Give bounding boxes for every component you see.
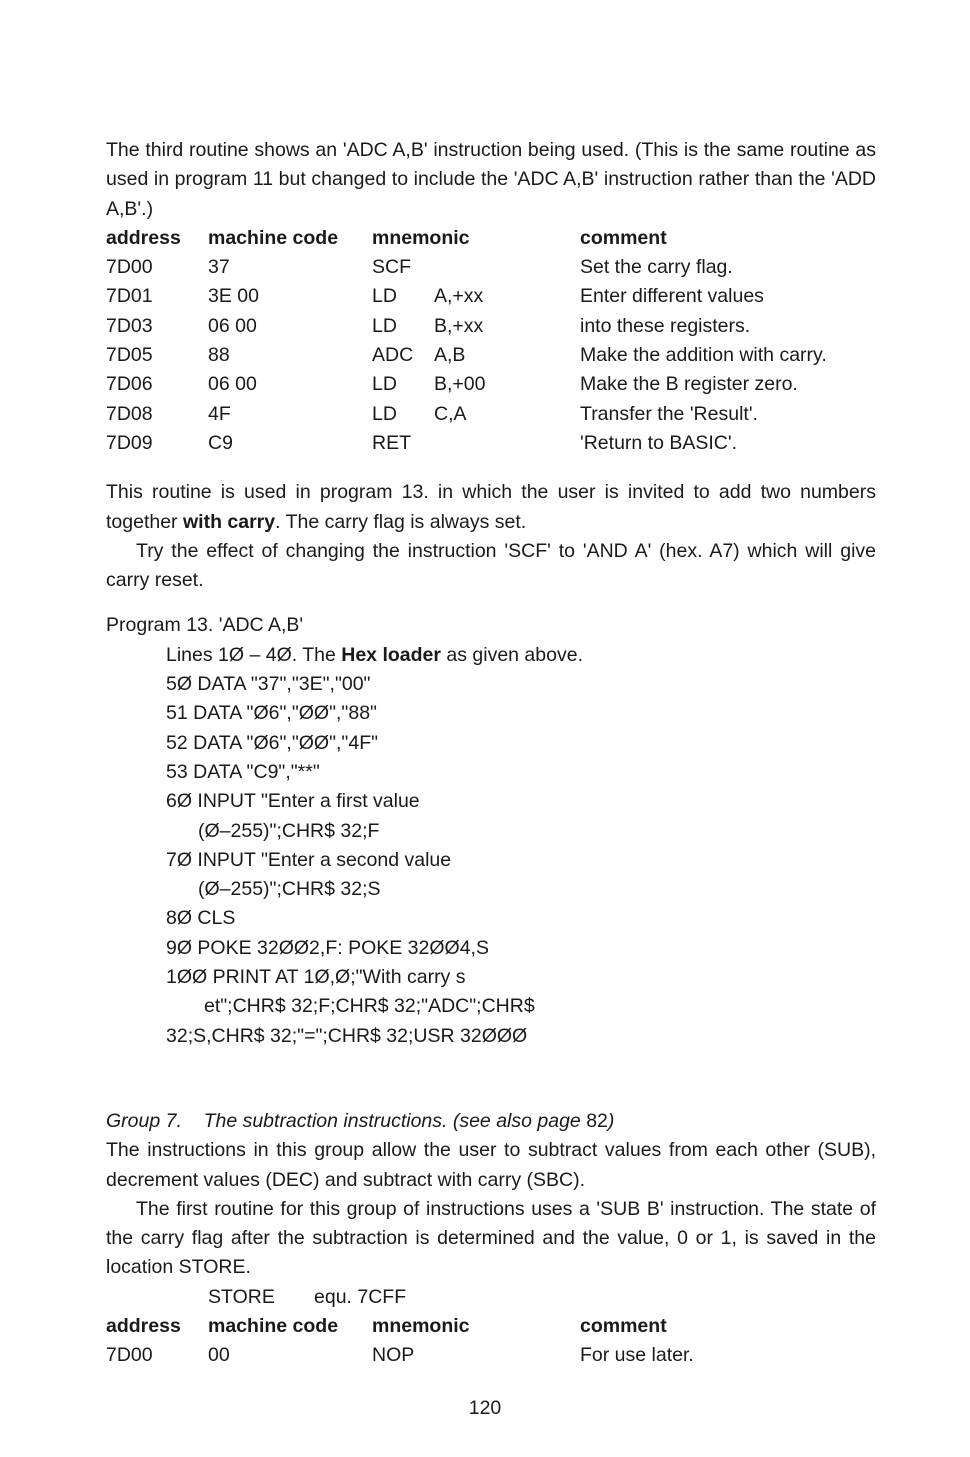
mnemonic-op: LD (372, 402, 397, 425)
program-line: 53 DATA "C9","**" (166, 760, 320, 783)
page-number: 120 (468, 1397, 502, 1419)
cell-machine-code: 88 (208, 344, 230, 367)
cell-comment: Set the carry flag. (580, 256, 733, 279)
mnemonic-op: LD (372, 373, 397, 396)
routine-table-2 (106, 1312, 876, 1371)
mnemonic-operand: B,+xx (434, 314, 484, 337)
table-row (106, 282, 876, 311)
cell-machine-code: 4F (208, 402, 231, 425)
cell-mnemonic (372, 400, 467, 429)
table-row (106, 1341, 876, 1370)
header-comment: comment (580, 1314, 667, 1337)
program-line: 9Ø POKE 32ØØ2,F: POKE 32ØØ4,S (166, 936, 489, 959)
cell-mnemonic (372, 341, 465, 370)
table-row (106, 370, 876, 399)
cell-mnemonic (372, 282, 483, 311)
cell-address: 7D09 (106, 431, 153, 454)
cell-machine-code: 3E 00 (208, 285, 259, 308)
group7-label: Group 7. (106, 1109, 182, 1132)
program-line: 5Ø DATA "37","3E","00" (166, 673, 371, 696)
cell-address: 7D00 (106, 256, 153, 279)
cell-machine-code: C9 (208, 431, 233, 454)
table-header (106, 1312, 876, 1341)
routine-table-1 (106, 224, 876, 458)
group7-close: ) (607, 1109, 615, 1132)
table-row (106, 400, 876, 429)
cell-comment: Make the B register zero. (580, 373, 798, 396)
intro-paragraph: The third routine shows an 'ADC A,B' instruction being used. (This is the same routine as used in program 11 but changed to include the 'ADC A,B' instruction rather than the 'ADD A,B'.) (106, 139, 876, 220)
try-paragraph: Try the effect of changing the instruction 'SCF' to 'AND A' (hex. A7) which will give carry reset. (106, 539, 876, 592)
program-title: Program 13. 'ADC A,B' (106, 614, 304, 637)
mnemonic-op: ADC (372, 344, 414, 367)
program-line-continued: (Ø–255)";CHR$ 32;F (198, 819, 380, 842)
usage-text-start: This routine is used in program 13. in which the user is invited to add two numbers together (106, 481, 876, 533)
group7-paragraph-2: The first routine for this group of instructions uses a 'SUB B' instruction. The state of the carry flag after the subtraction is determined and the value, 0 or 1, is saved in the location STORE. (106, 1197, 876, 1279)
mnemonic-operand: A,+xx (434, 285, 484, 308)
page-body (106, 136, 876, 1371)
cell-comment: into these registers. (580, 314, 751, 337)
cell-machine-code: 37 (208, 256, 230, 279)
header-mnemonic: mnemonic (372, 1314, 470, 1337)
group7-heading (106, 1107, 876, 1136)
table-row (106, 429, 876, 458)
mnemonic-operand: C,A (434, 402, 467, 425)
cell-address: 7D03 (106, 314, 153, 337)
program-line: 6Ø INPUT "Enter a first value (166, 790, 420, 813)
header-address: address (106, 226, 181, 249)
group7-page-ref: 82 (586, 1109, 608, 1132)
cell-comment: 'Return to BASIC'. (580, 431, 738, 454)
program-line: 52 DATA "Ø6","ØØ","4F" (166, 731, 379, 754)
usage-paragraph (106, 478, 876, 537)
lines-note-start: Lines 1Ø – 4Ø. The (166, 643, 342, 666)
mnemonic-op: LD (372, 314, 397, 337)
cell-machine-code: 00 (208, 1344, 230, 1367)
cell-mnemonic (372, 312, 483, 341)
cell-address: 7D05 (106, 344, 153, 367)
mnemonic-operand: A,B (434, 344, 466, 367)
header-comment: comment (580, 226, 667, 249)
table-row (106, 312, 876, 341)
store-value: equ. 7CFF (314, 1285, 407, 1308)
table-row (106, 341, 876, 370)
header-machine-code: machine code (208, 226, 339, 249)
mnemonic-op: RET (372, 431, 411, 454)
cell-comment: For use later. (580, 1344, 694, 1367)
program-lines-note (166, 641, 876, 670)
cell-mnemonic (372, 429, 434, 458)
cell-mnemonic (372, 253, 434, 282)
cell-machine-code: 06 00 (208, 373, 257, 396)
program-line-continued: (Ø–255)";CHR$ 32;S (198, 878, 381, 901)
mnemonic-op: SCF (372, 256, 411, 279)
program-line: 7Ø INPUT "Enter a second value (166, 848, 452, 871)
cell-comment: Enter different values (580, 285, 764, 308)
usage-emphasis: with carry (182, 510, 276, 533)
cell-comment: Make the addition with carry. (580, 344, 827, 367)
header-mnemonic: mnemonic (372, 226, 470, 249)
program-listing (106, 611, 876, 1050)
usage-text-end: . The carry flag is always set. (275, 510, 527, 533)
table-header (106, 224, 876, 253)
store-label: STORE (208, 1285, 275, 1308)
header-machine-code: machine code (208, 1314, 339, 1337)
hex-loader-label: Hex loader (341, 643, 441, 666)
cell-address: 7D08 (106, 402, 153, 425)
table-row (106, 253, 876, 282)
program-line: 51 DATA "Ø6","ØØ","88" (166, 702, 377, 725)
cell-address: 7D01 (106, 285, 153, 308)
group7-title: The subtraction instructions. (see also page (203, 1109, 587, 1132)
cell-address: 7D00 (106, 1344, 153, 1367)
header-address: address (106, 1314, 181, 1337)
mnemonic-op: LD (372, 285, 397, 308)
program-line: 8Ø CLS (166, 907, 236, 930)
program-line-continued: et";CHR$ 32;F;CHR$ 32;"ADC";CHR$ (204, 995, 535, 1018)
program-line-continued: 32;S,CHR$ 32;"=";CHR$ 32;USR 32ØØØ (166, 1024, 528, 1047)
mnemonic-operand: B,+00 (434, 373, 486, 396)
cell-machine-code: 06 00 (208, 314, 257, 337)
cell-address: 7D06 (106, 373, 153, 396)
program-line: 1ØØ PRINT AT 1Ø,Ø;"With carry s (166, 966, 466, 989)
cell-comment: Transfer the 'Result'. (580, 402, 758, 425)
group7-paragraph-1: The instructions in this group allow the user to subtract values from each other (SUB), decrement values (DEC) and subtract with carry (SBC). (106, 1139, 876, 1191)
lines-note-end: as given above. (440, 643, 583, 666)
cell-mnemonic: NOP (372, 1344, 415, 1367)
cell-mnemonic (372, 370, 486, 399)
store-definition (106, 1283, 876, 1312)
